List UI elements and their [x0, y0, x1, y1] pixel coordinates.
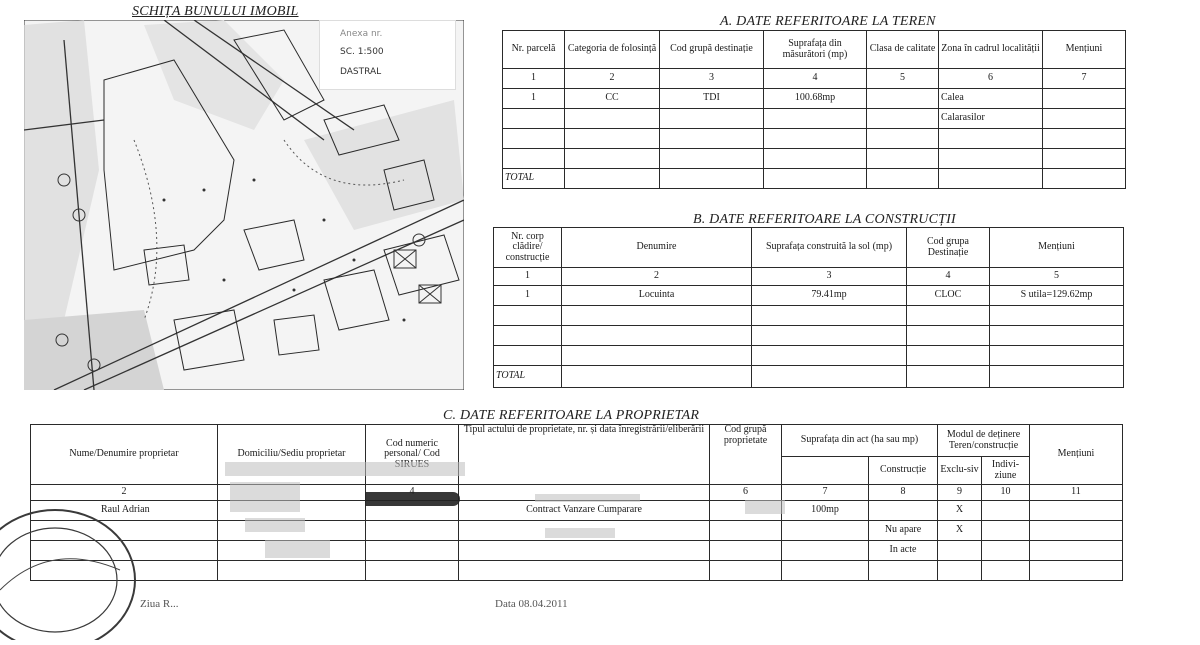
table-row	[31, 541, 1123, 561]
footer-date: Data 08.04.2011	[495, 598, 568, 610]
land-cell	[565, 129, 660, 149]
land-total-row	[503, 169, 1126, 189]
land-cell: CC	[565, 89, 660, 109]
land-cell: Calea	[939, 89, 1043, 109]
owner-header-area: Suprafața din act (ha sau mp)	[782, 425, 938, 457]
land-header-quality: Clasa de calitate	[867, 31, 939, 69]
land-number-row	[503, 69, 1126, 89]
redaction-blur	[535, 494, 640, 502]
official-stamp	[0, 500, 140, 640]
owner-header-mentions: Mențiuni	[1030, 425, 1123, 485]
land-cell: TDI	[660, 89, 764, 109]
constr-header-name: Denumire	[562, 228, 752, 268]
land-cell	[565, 109, 660, 129]
constr-header-mentions: Mențiuni	[990, 228, 1124, 268]
land-cell	[1043, 109, 1126, 129]
table-row	[31, 501, 1123, 521]
col-number: 8	[869, 485, 938, 501]
cadastral-sketch	[24, 20, 464, 390]
table-row	[494, 346, 1124, 366]
owner-deed: Contract Vanzare Cumparare	[459, 501, 710, 521]
table-row	[31, 561, 1123, 581]
col-number: 10	[982, 485, 1030, 501]
sketch-note-line1: Anexa nr.	[340, 29, 383, 39]
constr-header-area: Suprafața construită la sol (mp)	[752, 228, 907, 268]
col-number: 11	[1030, 485, 1123, 501]
footer-left-text: Ziua R...	[140, 598, 179, 610]
constr-cell	[562, 346, 752, 366]
col-number: 2	[565, 69, 660, 89]
owner-header-name: Nume/Denumire proprietar	[31, 425, 218, 485]
constr-cell	[990, 306, 1124, 326]
land-cell	[939, 149, 1043, 169]
redaction-blur	[265, 540, 330, 558]
land-cell	[867, 149, 939, 169]
land-cell	[764, 109, 867, 129]
land-cell	[867, 109, 939, 129]
constr-cell: 79.41mp	[752, 286, 907, 306]
owner-construction: In acte	[869, 541, 938, 561]
constr-cell: CLOC	[907, 286, 990, 306]
land-header-area: Suprafața din măsurători (mp)	[764, 31, 867, 69]
sketch-note-line3: DASTRAL	[340, 67, 382, 77]
constr-cell	[907, 346, 990, 366]
col-number: 5	[867, 69, 939, 89]
redaction-blur	[245, 518, 305, 532]
col-number: 1	[503, 69, 565, 89]
constr-cell	[494, 346, 562, 366]
table-row	[503, 149, 1126, 169]
land-cell	[764, 149, 867, 169]
constr-cell	[752, 326, 907, 346]
redaction-blur	[545, 528, 615, 538]
land-cell: 100.68mp	[764, 89, 867, 109]
constr-cell	[494, 306, 562, 326]
land-cell	[1043, 89, 1126, 109]
constr-cell	[752, 346, 907, 366]
table-row	[494, 286, 1124, 306]
table-row	[503, 89, 1126, 109]
land-header-category: Categoria de folosință	[565, 31, 660, 69]
col-number: 4	[907, 268, 990, 286]
col-number: 7	[1043, 69, 1126, 89]
table-b-title: B. DATE REFERITOARE LA CONSTRUCȚII	[693, 212, 956, 227]
col-number: 6	[710, 485, 782, 501]
construction-table	[493, 227, 1124, 388]
land-cell	[565, 149, 660, 169]
land-header-dest-code: Cod grupă destinație	[660, 31, 764, 69]
land-cell	[503, 149, 565, 169]
col-number: 3	[660, 69, 764, 89]
owner-exclusive: X	[938, 501, 982, 521]
table-a-title: A. DATE REFERITOARE LA TEREN	[720, 14, 936, 29]
col-number: 9	[938, 485, 982, 501]
col-number: 4	[764, 69, 867, 89]
redaction-blur	[745, 500, 785, 514]
land-cell	[660, 109, 764, 129]
constr-cell	[990, 346, 1124, 366]
land-table	[502, 30, 1126, 189]
land-cell	[1043, 149, 1126, 169]
constr-cell	[562, 326, 752, 346]
constr-cell	[907, 326, 990, 346]
constr-cell	[907, 306, 990, 326]
col-number: 6	[939, 69, 1043, 89]
col-number: 1	[494, 268, 562, 286]
land-cell	[660, 149, 764, 169]
table-c-title: C. DATE REFERITOARE LA PROPRIETAR	[443, 408, 700, 423]
redaction-blur	[225, 462, 465, 476]
constr-cell: Locuinta	[562, 286, 752, 306]
land-cell	[1043, 129, 1126, 149]
col-number: 5	[990, 268, 1124, 286]
land-header-parcel: Nr. parcelă	[503, 31, 565, 69]
table-row	[494, 326, 1124, 346]
constr-number-row	[494, 268, 1124, 286]
owner-exclusive: X	[938, 521, 982, 541]
constr-total-label: TOTAL	[494, 366, 562, 388]
redaction-blur	[230, 482, 300, 512]
land-cell: Calarasilor	[939, 109, 1043, 129]
table-row	[503, 129, 1126, 149]
col-number: 3	[752, 268, 907, 286]
land-cell	[867, 129, 939, 149]
owner-area: 100mp	[782, 501, 869, 521]
constr-cell: S utila=129.62mp	[990, 286, 1124, 306]
constr-cell	[562, 306, 752, 326]
owner-header-address: Domiciliu/Sediu proprietar	[218, 425, 366, 485]
table-row	[494, 306, 1124, 326]
constr-cell	[494, 326, 562, 346]
constr-cell	[990, 326, 1124, 346]
land-total-label: TOTAL	[503, 169, 565, 189]
sketch-note-box	[319, 20, 456, 90]
land-header-mentions: Mențiuni	[1043, 31, 1126, 69]
land-cell	[939, 129, 1043, 149]
constr-cell	[752, 306, 907, 326]
land-cell	[503, 129, 565, 149]
owner-header-exclusive: Exclu-siv	[938, 457, 982, 485]
constr-cell: 1	[494, 286, 562, 306]
owner-construction: Nu apare	[869, 521, 938, 541]
owner-header-undivided: Indivi-ziune	[982, 457, 1030, 485]
owner-header-holding: Modul de deținere Teren/construcție	[938, 425, 1030, 457]
col-number: 7	[782, 485, 869, 501]
land-header-zone: Zona în cadrul localității	[939, 31, 1043, 69]
constr-header-number: Nr. corp clădire/ construcție	[494, 228, 562, 268]
land-cell	[764, 129, 867, 149]
owner-header-deed: Tipul actului de proprietate, nr. și data înregistrării/eliberării	[459, 425, 710, 485]
land-cell	[660, 129, 764, 149]
owner-header-cnp: Cod numeric personal/ Cod	[366, 425, 459, 485]
sketch-note-scale: SC. 1:500	[340, 47, 384, 57]
sketch-title: SCHIȚA BUNULUI IMOBIL	[132, 4, 299, 19]
table-row	[503, 109, 1126, 129]
owner-table	[30, 424, 1123, 581]
owner-name: Raul Adrian	[31, 501, 218, 521]
owner-construction	[869, 501, 938, 521]
col-number: 2	[31, 485, 218, 501]
owner-header-construction: Construcție	[869, 457, 938, 485]
redaction-bar	[365, 492, 460, 506]
land-cell	[867, 89, 939, 109]
land-cell	[503, 109, 565, 129]
land-cell: 1	[503, 89, 565, 109]
constr-total-row	[494, 366, 1124, 388]
constr-header-dest-code: Cod grupa Destinație	[907, 228, 990, 268]
col-number: 2	[562, 268, 752, 286]
owner-header-group: Cod grupă proprietate	[710, 425, 782, 485]
